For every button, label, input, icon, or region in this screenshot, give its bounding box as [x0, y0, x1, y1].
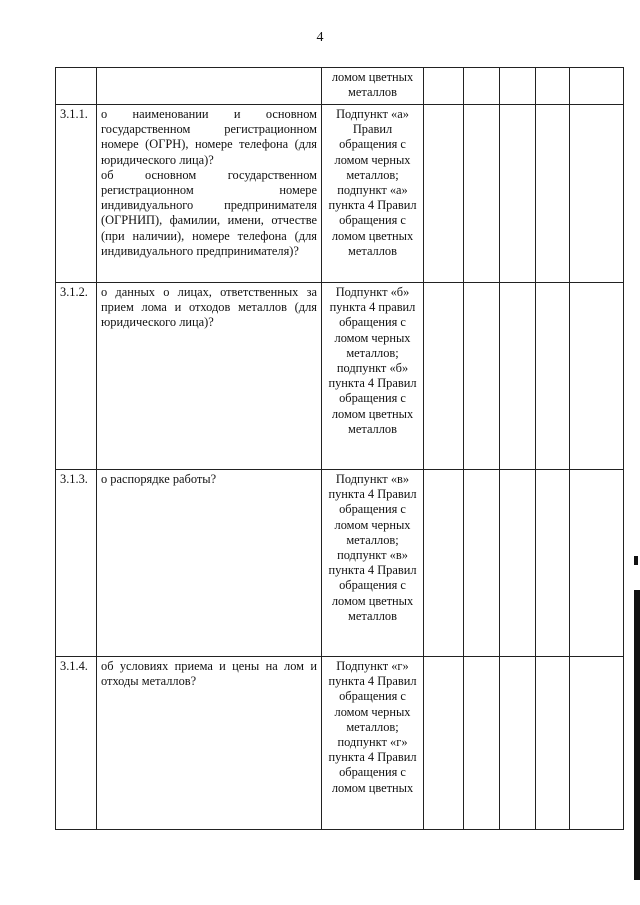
- legal-reference-cell: Подпункт «г» пункта 4 Правил обращения с ломом черных металлов; подпункт «г» пункта 4 Правил обращения с ломом цветных: [322, 657, 424, 830]
- item-number-cell: 3.1.4.: [56, 657, 97, 830]
- answer-yes-cell: [424, 657, 464, 830]
- answer-no-cell: [464, 283, 500, 470]
- notes-cell: [570, 283, 624, 470]
- table-row: [56, 470, 624, 657]
- answer-no-cell: [464, 68, 500, 105]
- notes-cell: [570, 105, 624, 283]
- answer-na-cell: [500, 68, 536, 105]
- legal-reference-cell: ломом цветных металлов: [322, 68, 424, 105]
- legal-reference-cell: Подпункт «б» пункта 4 правил обращения с ломом черных металлов; подпункт «б» пункта 4 Правил обращения с ломом цветных металлов: [322, 283, 424, 470]
- answer-no-cell: [464, 657, 500, 830]
- answer-yes-cell: [424, 283, 464, 470]
- item-number-cell: [56, 68, 97, 105]
- answer-extra-cell: [536, 105, 570, 283]
- question-cell: [97, 68, 322, 105]
- notes-cell: [570, 470, 624, 657]
- question-cell: о наименовании и основном государственном регистрационном номере (ОГРН), номере телефона (для юридического лица)? об основном государственном регистрационном номере индивидуального предпринимателя (ОГРНИП), фамилии, имени, отчестве (при наличии), номере телефона (для индивидуального предпринимателя)?: [97, 105, 322, 283]
- item-number-cell: 3.1.1.: [56, 105, 97, 283]
- answer-na-cell: [500, 470, 536, 657]
- question-cell: о распорядке работы?: [97, 470, 322, 657]
- page-number: 4: [316, 30, 324, 45]
- legal-reference-cell: Подпункт «в» пункта 4 Правил обращения с ломом черных металлов; подпункт «в» пункта 4 Правил обращения с ломом цветных металлов: [322, 470, 424, 657]
- answer-extra-cell: [536, 283, 570, 470]
- table-row: [56, 68, 624, 105]
- item-number-cell: 3.1.3.: [56, 470, 97, 657]
- scan-edge-bar: [634, 590, 640, 880]
- notes-cell: [570, 68, 624, 105]
- notes-cell: [570, 657, 624, 830]
- table-row: [56, 105, 624, 283]
- answer-no-cell: [464, 105, 500, 283]
- question-cell: об условиях приема и цены на лом и отходы металлов?: [97, 657, 322, 830]
- checklist-table: [55, 67, 624, 830]
- scan-edge-mark: [634, 556, 638, 565]
- answer-na-cell: [500, 105, 536, 283]
- answer-extra-cell: [536, 68, 570, 105]
- answer-yes-cell: [424, 68, 464, 105]
- answer-yes-cell: [424, 470, 464, 657]
- table-row: [56, 657, 624, 830]
- answer-extra-cell: [536, 470, 570, 657]
- item-number-cell: 3.1.2.: [56, 283, 97, 470]
- question-cell: о данных о лицах, ответственных за прием лома и отходов металлов (для юридического лица)?: [97, 283, 322, 470]
- answer-yes-cell: [424, 105, 464, 283]
- answer-na-cell: [500, 283, 536, 470]
- answer-extra-cell: [536, 657, 570, 830]
- answer-no-cell: [464, 470, 500, 657]
- answer-na-cell: [500, 657, 536, 830]
- table-row: [56, 283, 624, 470]
- legal-reference-cell: Подпункт «а» Правил обращения с ломом черных металлов; подпункт «а» пункта 4 Правил обращения с ломом цветных металлов: [322, 105, 424, 283]
